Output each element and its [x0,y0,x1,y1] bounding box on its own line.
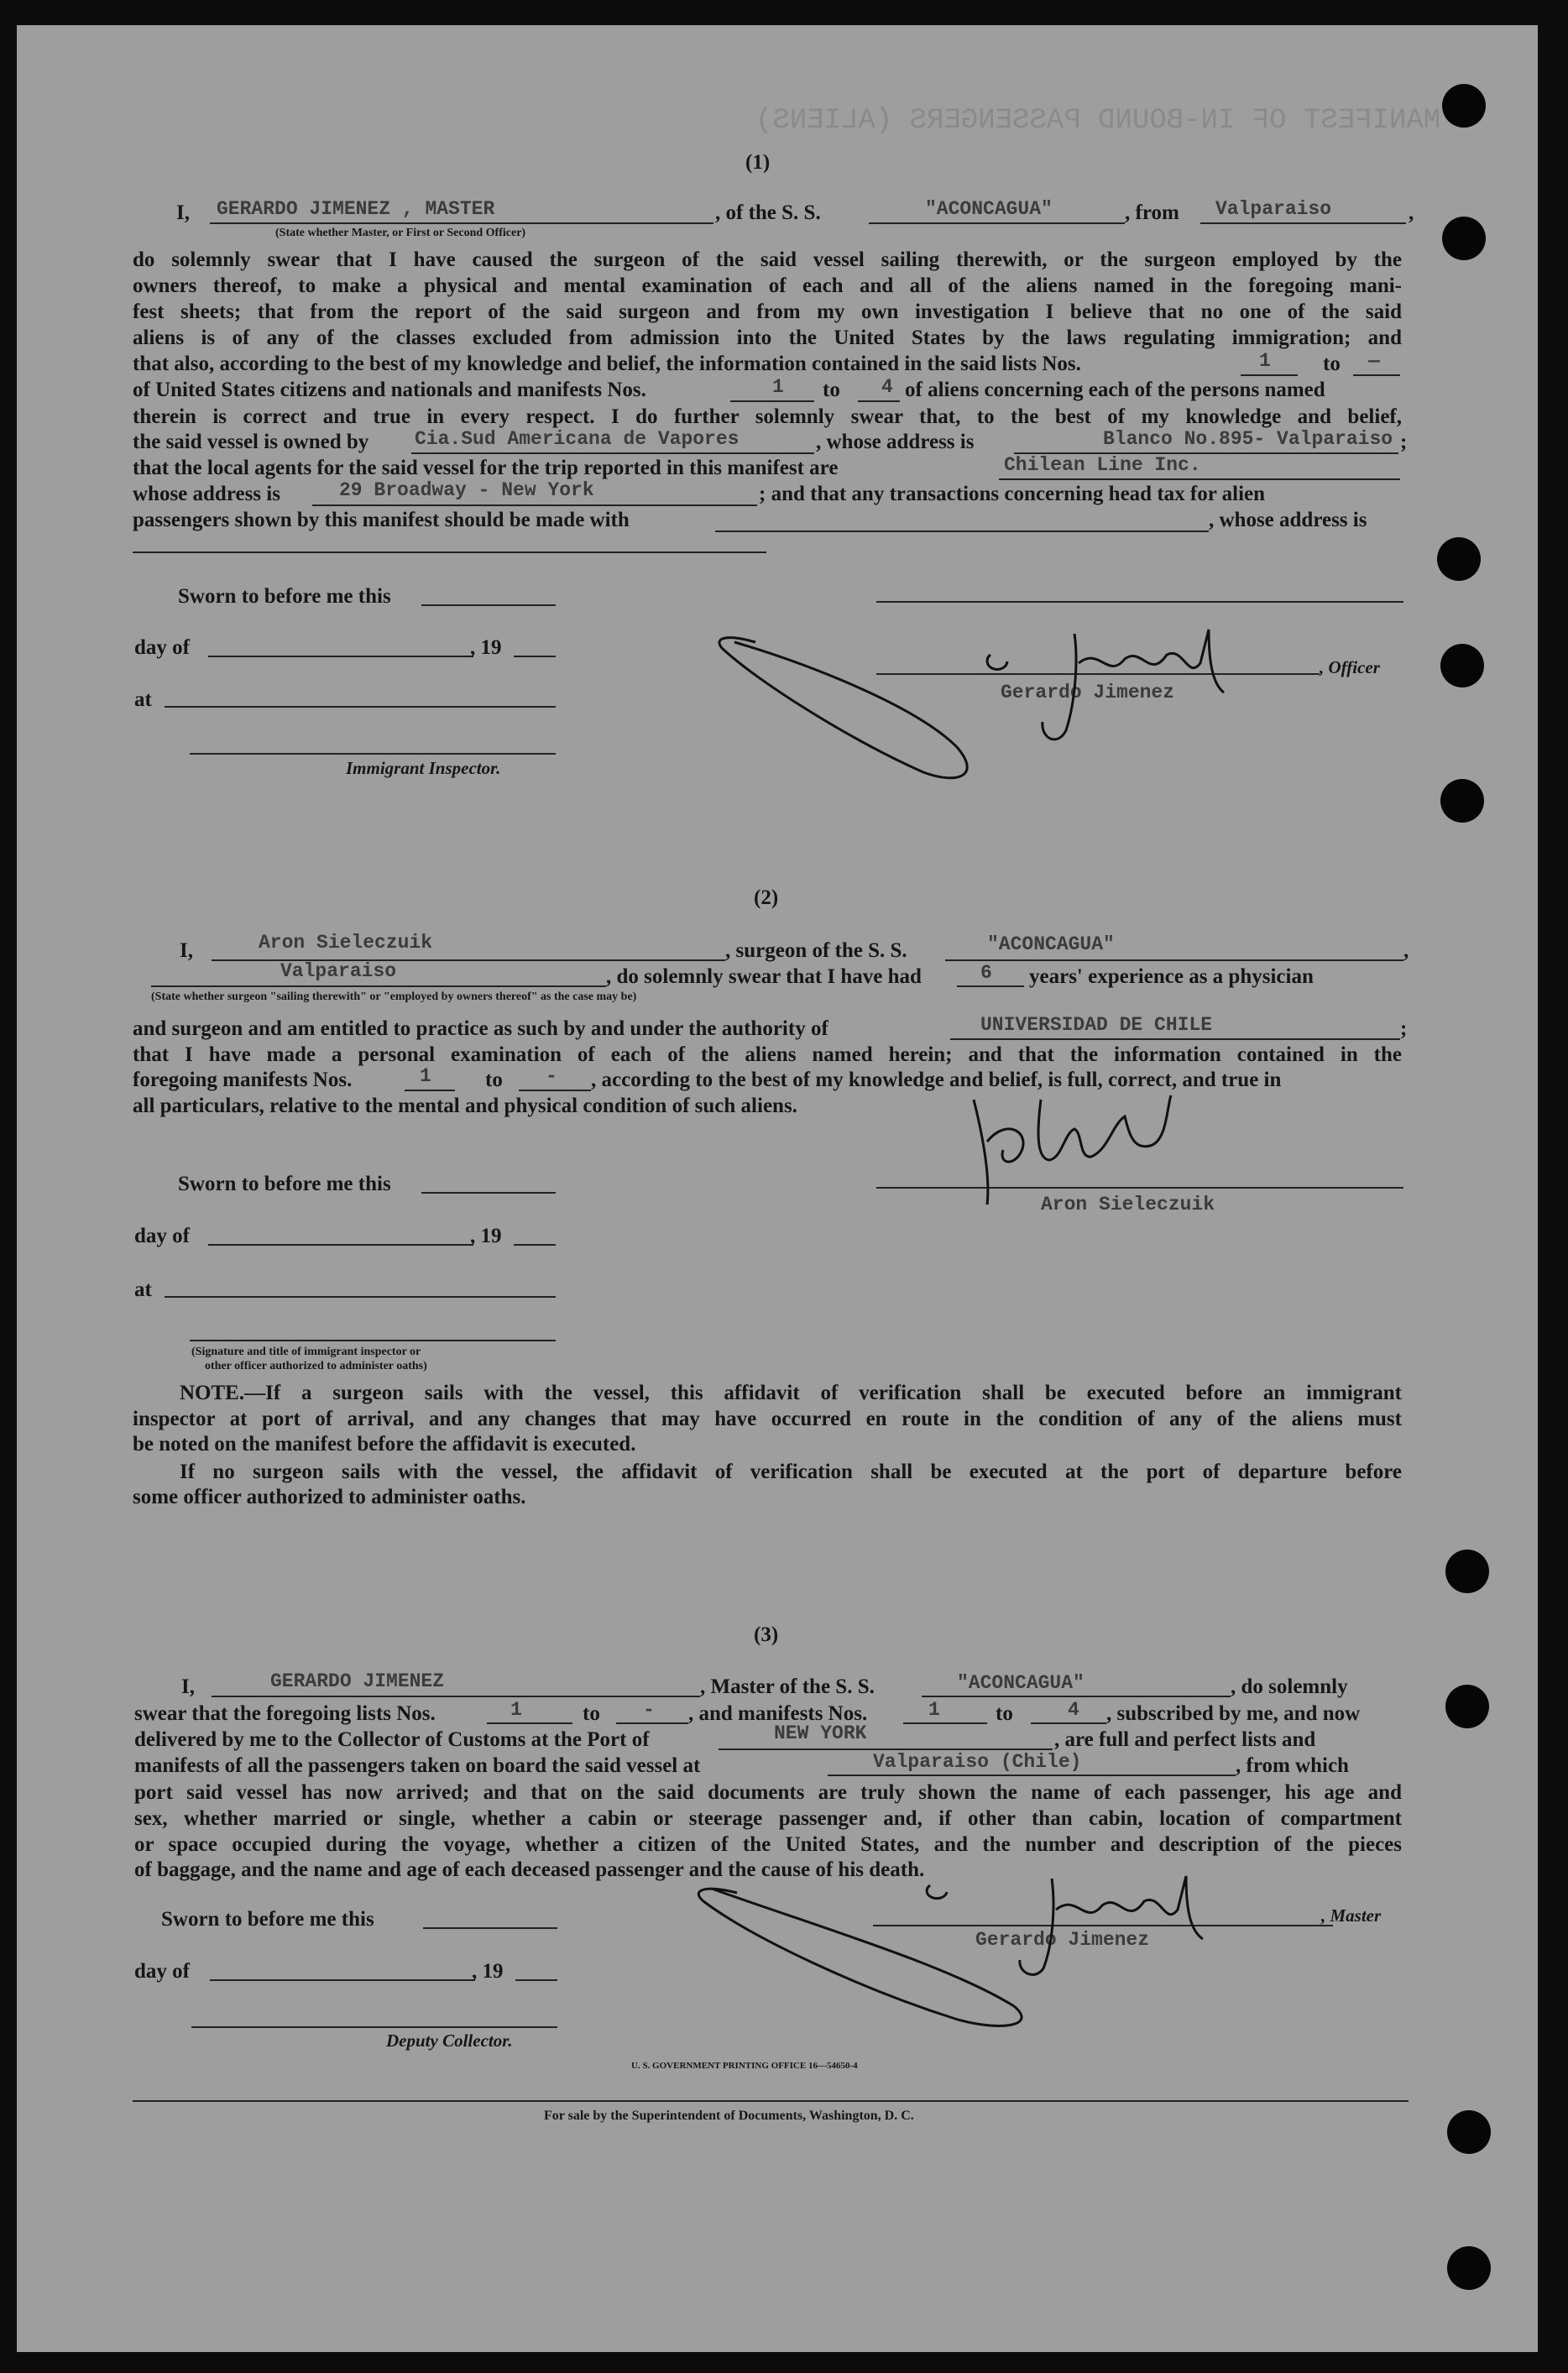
punch-hole [1440,779,1484,823]
blank-line [411,452,814,454]
blank-line [312,504,757,506]
text-i: I, [181,1675,195,1698]
blank-line [1353,374,1400,376]
blank-line [210,222,713,224]
text: , of the S. S. [715,201,821,224]
faint-header: MANIFEST OF IN-BOUND PASSENGERS (ALIENS) [755,105,1441,137]
blank-line [1241,374,1298,376]
text: , from [1125,201,1179,224]
blank-line [616,1722,688,1724]
paragraph-line: port said vessel has now arrived; and that on the said documents are truly shown the name of each passenger, his age and [134,1781,1402,1804]
owner-address-field: Blanco No.895- Valparaiso [1103,428,1393,450]
note-line: some officer authorized to administer oaths. [133,1486,526,1508]
text: to [485,1069,503,1091]
paragraph-line: ; and that any transactions concerning head tax for alien [759,483,1266,505]
lists-to-field: - [643,1699,655,1721]
blank-line [957,985,1024,987]
text: , from which [1236,1754,1349,1777]
paragraph-line: foregoing manifests Nos. [133,1069,353,1091]
footer-rule [133,2100,1409,2102]
blank-line [719,1748,1053,1750]
manifest-to-field: 4 [881,376,893,398]
signature-note: other officer authorized to administer oaths) [205,1360,427,1372]
signature-line [876,601,1403,603]
paragraph-line: that I have made a personal examination of each of the aliens named herein; and that the information contained in the [133,1043,1402,1066]
blank-line [1200,222,1406,224]
vessel-name-field: "ACONCAGUA" [987,933,1115,955]
master-name-typed: Gerardo Jimenez [975,1929,1150,1951]
manifest-from-field: 1 [772,376,784,398]
manifest-from-field: 1 [928,1699,940,1721]
note-line: inspector at port of arrival, and any changes that may have occurred en route in the condition of any of the aliens must [133,1408,1402,1430]
paragraph-line: owners thereof, to make a physical and mental examination of each and all of the aliens named in the foregoing mani- [133,274,1402,297]
sworn-label: Sworn to before me this [178,1173,391,1195]
sworn-label: Sworn to before me this [161,1908,374,1931]
punch-hole [1442,84,1486,128]
day-of-label: day of [134,1960,190,1983]
text: ; [1400,1017,1408,1040]
vessel-name-field: "ACONCAGUA" [925,198,1053,220]
blank-line [421,1192,556,1194]
paragraph-line: of baggage, and the name and age of each deceased passenger and the cause of his death. [134,1858,925,1881]
instruction-note: (State whether Master, or First or Second Officer) [275,227,526,239]
paragraph-line: passengers shown by this manifest should be made with [133,509,630,531]
blank-line [208,1244,473,1246]
nos-to-field: - [546,1065,557,1087]
signature-line [190,1340,556,1341]
paragraph-line: that the local agents for the said vessel for the trip reported in this manifest are [133,457,839,479]
paragraph-line: swear that the foregoing lists Nos. [134,1702,436,1725]
blank-line [858,400,900,402]
punch-hole [1445,1550,1489,1593]
note-line: be noted on the manifest before the affidavit is executed. [133,1433,636,1456]
blank-line [151,985,606,987]
blank-line [945,959,1403,961]
paragraph-line: therein is correct and true in every respect. I do further solemnly swear that, to the best of my knowledge and belief, [133,405,1402,428]
nos-from-field: 1 [420,1065,431,1087]
punch-hole [1447,2246,1491,2290]
lists-from-field: 1 [510,1699,522,1721]
blank-line [828,1775,1236,1776]
text: , do solemnly [1231,1675,1348,1698]
at-label: at [134,1278,152,1301]
paragraph-line: of aliens concerning each of the persons named [905,379,1325,401]
paragraph-line: or space occupied during the voyage, whether a citizen of the United States, and the number and description of the pieces [134,1833,1402,1856]
text: , surgeon of the S. S. [725,939,907,962]
blank-line [165,1296,556,1298]
blank-line [515,1979,557,1981]
lists-from-field: 1 [1259,350,1271,372]
officer-name-typed: Gerardo Jimenez [1001,682,1175,703]
paragraph-line: that also, according to the best of my knowledge and belief, the information contained in the said lists Nos. [133,353,1081,375]
blank-line [405,1090,455,1091]
text: ; [1400,431,1408,453]
punch-hole [1437,537,1481,581]
text: years' experience as a physician [1029,965,1314,988]
surgeon-name-field: Aron Sieleczuik [259,932,433,954]
blank-line [730,400,814,402]
section-number: (3) [754,1623,779,1646]
blank-line [212,1696,700,1697]
inspector-label: Immigrant Inspector. [346,758,501,778]
authority-field: UNIVERSIDAD DE CHILE [980,1014,1213,1036]
blank-line [519,1090,591,1091]
collector-label: Deputy Collector. [386,2031,513,2051]
agents-field: Chilean Line Inc. [1004,454,1201,476]
note-line: NOTE.—If a surgeon sails with the vessel, this affidavit of verification shall be executed before an immigrant [180,1382,1402,1404]
text: to [996,1702,1013,1725]
officer-label: , Officer [1320,657,1380,677]
paragraph-line: do solemnly swear that I have caused the surgeon of the said vessel sailing therewith, or the surgeon employed by the [133,248,1402,271]
blank-line [210,1979,475,1981]
blank-line [1031,1722,1106,1724]
paragraph-line: of United States citizens and nationals and manifests Nos. [133,379,646,401]
blank-line [999,478,1400,480]
text: to [823,379,840,401]
section-number: (2) [754,886,779,909]
day-of-label: day of [134,636,190,659]
master-name-field: GERARDO JIMENEZ , MASTER [217,198,495,220]
paragraph-line: , whose address is [1209,509,1367,531]
note-line: If no surgeon sails with the vessel, the affidavit of verification shall be executed at the port of departure before [180,1461,1402,1483]
vessel-name-field: "ACONCAGUA" [957,1672,1085,1694]
punch-hole [1445,1685,1489,1728]
footer-sale: For sale by the Superintendent of Documents, Washington, D. C. [544,2109,914,2123]
punch-hole [1440,644,1484,687]
text: , subscribed by me, and now [1106,1702,1361,1725]
signature-line [191,2026,557,2028]
departure-port-field: Valparaiso (Chile) [873,1751,1082,1773]
day-of-label: day of [134,1225,190,1247]
blank-line [165,706,556,708]
blank-line [514,1244,556,1246]
year-label: , 19 [470,636,502,659]
lists-to-field: — [1368,350,1380,372]
blank-line [487,1722,572,1724]
arrival-port-field: NEW YORK [774,1722,867,1744]
paragraph-line: delivered by me to the Collector of Customs at the Port of [134,1728,650,1751]
owner-field: Cia.Sud Americana de Vapores [415,428,740,450]
instruction-note: (State whether surgeon "sailing therewith" or "employed by owners thereof" as the case may be) [151,990,637,1003]
punch-hole [1447,2110,1491,2154]
punch-hole [1442,217,1486,260]
text: to [1323,353,1341,375]
blank-line [922,1696,1231,1697]
text-i: I, [180,939,193,962]
master-signature [678,1863,1283,2031]
text-i: I, [176,201,190,224]
paragraph-line: fest sheets; that from the report of the said surgeon and from my own investigation I believe that no one of the said [133,301,1402,323]
text: , [1403,939,1409,962]
text: , [1409,201,1414,224]
text: , and manifests Nos. [688,1702,868,1725]
from-port-field: Valparaiso [1215,198,1332,220]
year-label: , 19 [472,1960,504,1983]
blank-line [950,1038,1400,1040]
at-label: at [134,688,152,711]
text: , do solemnly swear that I have had [606,965,922,988]
master-name-field: GERARDO JIMENEZ [270,1670,445,1692]
paragraph-line: all particulars, relative to the mental and physical condition of such aliens. [133,1095,797,1117]
paragraph-line: and surgeon and am entitled to practice as such by and under the authority of [133,1017,828,1040]
sworn-label: Sworn to before me this [178,585,391,608]
paragraph-line: aliens is of any of the classes excluded from admission into the United States by the laws regulating immigration; and [133,327,1402,349]
text: to [583,1702,600,1725]
text: , whose address is [816,431,975,453]
manifest-to-field: 4 [1068,1699,1079,1721]
year-label: , 19 [470,1225,502,1247]
blank-line [423,1927,557,1929]
blank-line [514,656,556,657]
master-label: , Master [1321,1905,1382,1926]
section-number: (1) [745,151,771,174]
blank-line [133,551,766,553]
paragraph-line: whose address is [133,483,280,505]
years-field: 6 [980,962,992,984]
surgeon-signature [957,1083,1276,1217]
printing-office: U. S. GOVERNMENT PRINTING OFFICE 16—54650-4 [631,2061,858,2071]
surgeon-name-typed: Aron Sieleczuik [1041,1194,1215,1215]
text: , Master of the S. S. [700,1675,875,1698]
text: , are full and perfect lists and [1054,1728,1316,1751]
paragraph-line: , according to the best of my knowledge and belief, is full, correct, and true in [591,1069,1282,1091]
master-signature [705,613,1293,781]
blank-line [869,222,1125,224]
blank-line [903,1722,987,1724]
blank-line [421,604,556,606]
paragraph-line: sex, whether married or single, whether a cabin or steerage passenger and, if other than cabin, location of compartment [134,1807,1402,1830]
blank-line [208,656,473,657]
paragraph-line: manifests of all the passengers taken on board the said vessel at [134,1754,701,1777]
blank-line [715,531,1209,532]
signature-note: (Signature and title of immigrant inspector or [191,1346,421,1358]
surgeon-port-field: Valparaiso [280,960,397,982]
agents-address-field: 29 Broadway - New York [339,479,594,501]
signature-line [190,753,556,755]
paragraph-line: the said vessel is owned by [133,431,369,453]
